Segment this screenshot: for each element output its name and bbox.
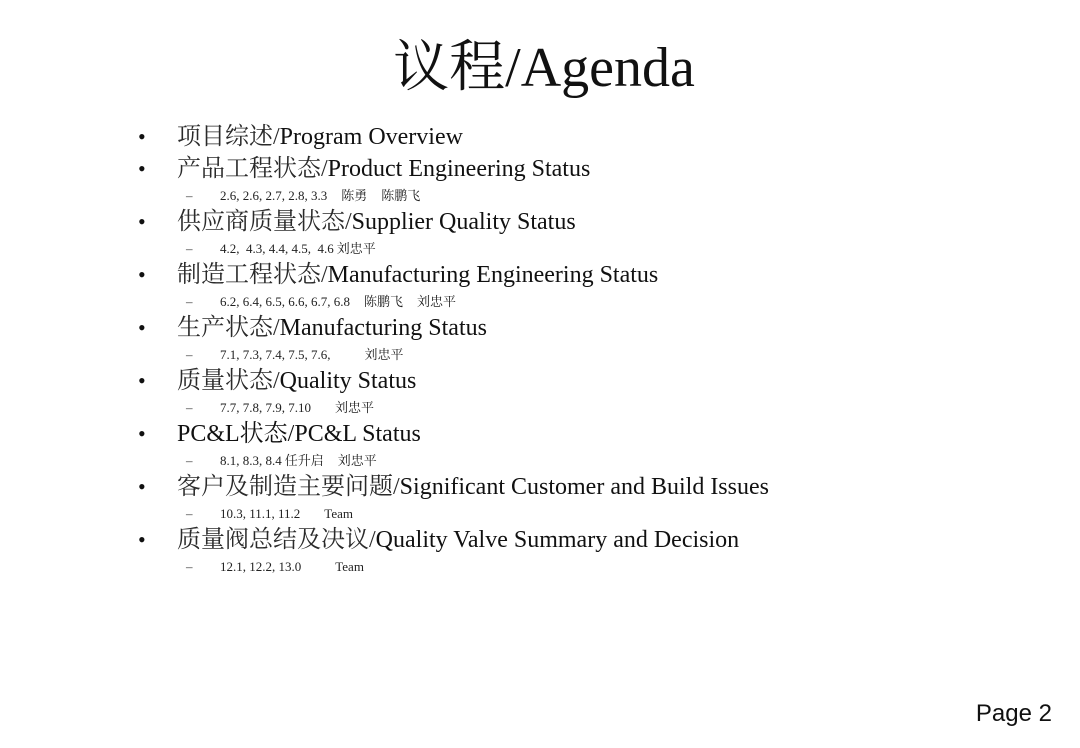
agenda-item-label-zh: 产品工程状态/: [177, 156, 328, 182]
bullet-icon: •: [138, 421, 146, 446]
dash-icon: –: [186, 506, 193, 521]
owner-name: 刘忠平: [417, 294, 457, 309]
section-numbers: 7.7, 7.8, 7.9, 7.10: [220, 400, 311, 415]
owner-name: 陈鹏飞: [381, 188, 421, 203]
bullet-icon: •: [138, 262, 146, 287]
bullet-icon: •: [138, 124, 146, 149]
dash-icon: –: [186, 453, 193, 468]
agenda-item-label: [177, 471, 769, 503]
agenda-sub-text: [220, 238, 376, 259]
owner-name: 刘忠平: [336, 241, 376, 256]
agenda-item-label-zh: 供应商质量状态/: [177, 209, 352, 235]
agenda-sub-text: [220, 556, 364, 577]
dash-icon: –: [186, 559, 193, 574]
dash-icon: –: [186, 241, 193, 256]
agenda-item-label-en: Product Engineering Status: [327, 156, 591, 182]
dash-icon: –: [186, 347, 193, 362]
agenda-sub-text: [220, 291, 456, 312]
agenda-sub-text: [220, 503, 353, 524]
agenda-item-label-en: Quality Status: [279, 368, 417, 394]
agenda-item-label-en: Supplier Quality Status: [351, 209, 576, 235]
agenda-sub-text: [220, 397, 374, 418]
agenda-sub-text: [220, 185, 420, 206]
section-numbers: 8.1, 8.3, 8.4: [220, 453, 282, 468]
section-numbers: 10.3, 11.1, 11.2: [220, 506, 301, 521]
dash-icon: –: [186, 400, 193, 415]
agenda-item-label-zh: 客户及制造主要问题/: [177, 474, 400, 500]
agenda-item-label-zh: 质量状态/: [177, 368, 280, 394]
owner-name: 刘忠平: [335, 400, 375, 415]
agenda-item-label-en: Manufacturing Engineering Status: [327, 262, 659, 288]
owner-name: 陈勇: [341, 188, 368, 203]
section-numbers: 12.1, 12.2, 13.0: [220, 559, 302, 574]
bullet-icon: •: [138, 527, 146, 552]
agenda-item-label-en: PC&L Status: [294, 421, 421, 447]
page-number: Page 2: [975, 700, 1052, 727]
agenda-item-label: [177, 121, 463, 153]
slide-title: 议程/Agenda: [393, 37, 695, 99]
section-numbers: 2.6, 2.6, 2.7, 2.8, 3.3: [220, 188, 328, 203]
agenda-item-label-en: Program Overview: [279, 124, 463, 150]
agenda-item-label-zh: 制造工程状态/: [177, 262, 328, 288]
owner-name: Team: [335, 559, 364, 574]
owner-name: 刘忠平: [364, 347, 404, 362]
agenda-item-label-zh: 生产状态/: [177, 315, 280, 341]
agenda-item-label-en: Manufacturing Status: [279, 315, 487, 341]
dash-icon: –: [186, 188, 193, 203]
owner-name: 陈鹏飞: [364, 294, 404, 309]
bullet-icon: •: [138, 368, 146, 393]
bullet-icon: •: [138, 315, 146, 340]
agenda-item-label-zh: 项目综述/: [177, 124, 280, 150]
bullet-icon: •: [138, 474, 146, 499]
agenda-item-label: [177, 524, 739, 556]
agenda-item-label-zh: 质量阀总结及决议/: [177, 527, 376, 553]
agenda-item-label: [177, 365, 416, 397]
agenda-item-label: [177, 312, 487, 344]
agenda-item-label: [177, 259, 658, 291]
bullet-icon: •: [138, 209, 146, 234]
agenda-item-label-en: Quality Valve Summary and Decision: [375, 527, 740, 553]
agenda-sub-text: [220, 344, 404, 365]
owner-name: 刘忠平: [337, 453, 377, 468]
agenda-item-label: [177, 418, 421, 450]
owner-name: 任升启: [284, 453, 324, 468]
agenda-item-label-zh: PC&L状态/: [177, 421, 295, 447]
bullet-icon: •: [138, 156, 146, 181]
section-numbers: 6.2, 6.4, 6.5, 6.6, 6.7, 6.8: [220, 294, 350, 309]
agenda-item-label-en: Significant Customer and Build Issues: [399, 474, 769, 500]
agenda-item-label: [177, 206, 576, 238]
section-numbers: 7.1, 7.3, 7.4, 7.5, 7.6,: [220, 347, 331, 362]
section-numbers: 4.2, 4.3, 4.4, 4.5, 4.6: [220, 241, 334, 256]
agenda-item-label: [177, 153, 590, 185]
agenda-sub-text: [220, 450, 377, 471]
dash-icon: –: [186, 294, 193, 309]
owner-name: Team: [324, 506, 353, 521]
